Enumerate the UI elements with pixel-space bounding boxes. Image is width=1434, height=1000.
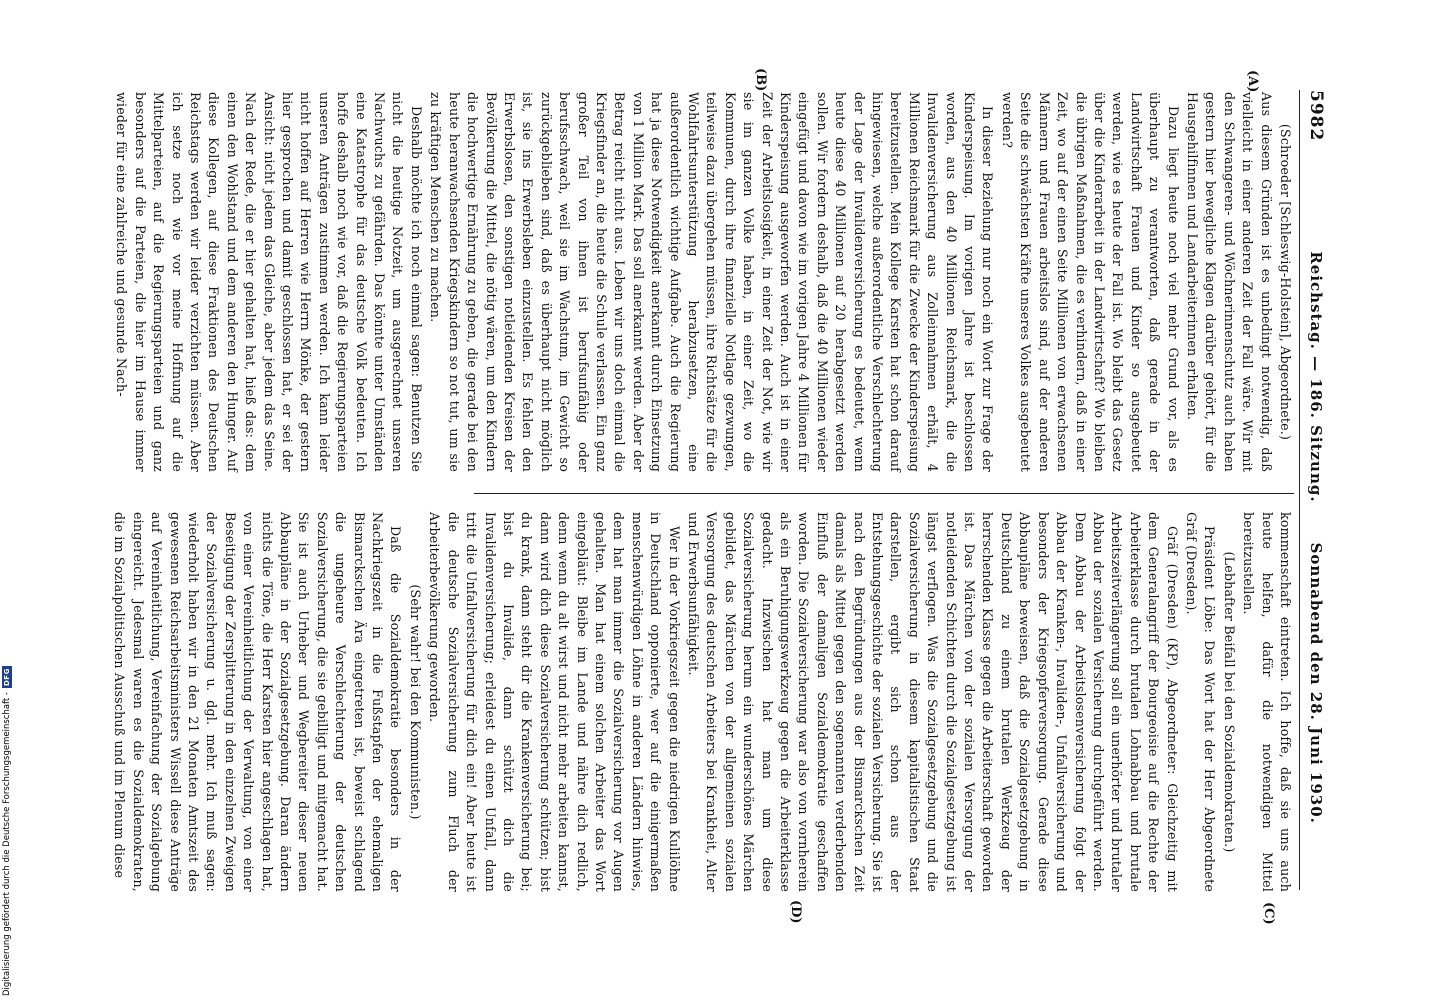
page-header [1302, 90, 1330, 890]
session-title: Reichstag. — 186. Sitzung. [1307, 251, 1325, 503]
margin-marker-b: (B) [753, 68, 768, 92]
page-number: 5982 [1306, 90, 1326, 142]
header-rule [1299, 90, 1300, 890]
paragraph: Wer in der Vorkriegszeit gegen die niedrigen Kulilöhne in Deutschland opponierte, wer auf die einigermaßen menschenwürdigen Löhne in anderen Ländern hinwies, dem hat man immer die Sozialversicherung vor Augen gehalten. Man hat einem solchen Arbeiter das Wort eingebläut: Bleibe im Lande und nähre dich redlich, denn wenn du alt wirst und nicht mehr arbeiten kannst, dann wird dich diese Sozialversicherung schützen; bist du krank, dann steht dir die Krankenversicherung bei; bist du Invalide, dann schützt dich die Invalidenversicherung; erleidest du einen Unfall, dann tritt die Unfallversicherung für dich ein! Aber heute ist die deutsche Sozialversicherung zum Fluch der Arbeiterbevölkerung geworden. [427, 512, 682, 892]
margin-marker-a: (A) [1245, 70, 1260, 93]
interjection-note: (Sehr wahr! bei den Kommunisten.) [407, 584, 423, 820]
applause-note: (Lebhafter Beifall bei den Sozialdemokraten.) [1221, 551, 1237, 853]
session-date: Sonnabend den 28. Juni 1930. [1307, 542, 1325, 824]
credit-text: Digitalisierung gefördert durch die Deutsche Forschungsgemeinschaft - [2, 692, 12, 996]
paragraph: Gräf (Dresden) (KP), Abgeordneter: Gleichzeitig mit dem Generalangriff der Bourgeoisie auf die Rechte der Arbeiterklasse durch brutalen Lohnabbau und brutale Arbeitszeitverlängerung soll ein unerhörter und brutaler Abbau der sozialen Versicherung durchgeführt werden. Dem Abbau der Arbeitslosenversicherung folgt der Abbau der Kranken-, Invaliden-, Unfallversicherung und besonders der Kriegsopferversorgung. Gerade diese Abbaupläne beweisen, daß die Sozialgesetzgebung in Deutschland zu einem brutalen Werkzeug der herrschenden Klasse gegen die Arbeiterschaft geworden ist. Das Märchen von der sozialen Versorgung der notleidenden Schichten durch die Sozialgesetzgebung ist längst verflogen. Was die Sozialgesetzgebung und die Sozialversicherung in diesem kapitalistischen Staat darstellen, ergibt sich schon aus der Entstehungsgeschichte der sozialen Versicherung. Sie ist nach den Begründungen aus der Bismarckschen Zeit damals als Mittel gegen den sogenannten verderbenden Einfluß der damaligen Sozialdemokratie geschaffen worden. Die Sozialversicherung war also von vornherein als ein Beruhigungswerkzeug gegen die Arbeiterklasse gedacht. Inzwischen hat man um diese Sozialversicherung herum ein wunderschönes Märchen gebildet, das Märchen von der allgemeinen sozialen Versorgung des deutschen Arbeiters bei Krankheit, Alter und Erwerbsunfähigkeit. [686, 512, 1180, 892]
paragraph: Daß die Sozialdemokratie besonders in der Nachkriegszeit in die Fußstapfen der ehemaligen Bismarckschen Ära eingetreten ist, beweist schlagend die ungeheure Verschlechterung der deutschen Sozialversicherung, die sie gebilligt und mitgemacht hat. Sie ist auch Urheber und Wegbereiter dieser neuen Abbaupläne in der Sozialgesetzgebung. Daran ändern nichts die Töne, die Herr Karsten hier angeschlagen hat, von einer Vereinheitlichung der Verwaltung, von einer Beseitigung der Zersplitterung in den einzelnen Zweigen der Sozialversicherung u. dgl. mehr. Ich muß sagen: wiederholt haben wir in den 21 Monaten Amtszeit des gewesenen Reichsarbeitsministers Wissell diese Anträge auf Vereinheitlichung, Vereinfachung der Sozialgebung eingereicht. Jedesmal waren es die Sozialdemokraten, die im Sozialpolitischen Ausschuß und im Plenum diese [112, 512, 404, 892]
paragraph: kommenschaft eintreten. Ich hoffe, daß sie uns auch heute helfen, dafür die notwendigen Mittel bereitzustellen. [1241, 512, 1293, 892]
left-column [111, 92, 1294, 472]
dfg-logo: DFG [3, 668, 11, 687]
margin-marker-c: (C) [1261, 902, 1276, 925]
right-column [109, 512, 1294, 892]
president-statement: Präsident Löbe: Das Wort hat der Herr Abgeordnete Gräf (Dresden). [1183, 512, 1218, 892]
paragraph: Aus diesem Gründen ist es unbedingt notwendig, daß vielleicht in einer anderen Zeit der Fall wäre. Wir mit den Schwangeren- und Wöchnerinnenschutz auch haben gestern hier bewegliche Klagen darüber gehört, für die Hausgehilfinnen und Landarbeiterinnen erhalten. [1184, 92, 1274, 472]
paragraph: In dieser Beziehung nur noch ein Wort zur Frage der Kinderspeisung. Im vorigen Jahre ist beschlossen worden, aus den 40 Millionen Reichsmark, die die Invalidenversicherung aus Zolleinnahmen erhält, 4 Millionen Reichsmark für die Zwecke der Kinderspeisung bereitzustellen. Mein Kollege Karsten hat schon darauf hingewiesen, welche außerordentliche Verschlechterung der Lage der Invalidenversicherung es bedeutet, wenn heute diese 40 Millionen auf 20 herabgesetzt werden sollen. Wir fordern deshalb, daß die 40 Millionen wieder eingefügt und davon wie im vorigen Jahre 4 Millionen für Kinderspeisung ausgeworfen werden. Auch ist in einer Zeit der Arbeitslosigkeit, in einer Zeit der Not, wie wir sie im ganzen Volke haben, in einer Zeit, wo die Kommunen, durch ihre finanzielle Notlage gezwungen, teilweise dazu übergehen müssen, ihre Richtsätze für die Wohlfahrtsunterstützung herabzusetzen, eine außerordentlich wichtige Aufgabe. Auch die Regierung hat ja diese Notwendigkeit anerkannt durch Einsetzung von 1 Million Mark. Das soll anerkannt werden. Aber der Betrag reicht nicht aus. Leben wir uns doch einmal die Kriegsfinder an, die heute die Schule verlassen. Ein ganz großer Teil von ihnen ist berufsunfähig oder berufsschwach, weil sie im Wachstum, im Gewicht so zurückgeblieben sind, daß es überhaupt nicht möglich ist, sie ins Erwerbsleben einzustellen. Es fehlen den Erwerbslosen, den sonstigen notleidenden Kreisen der Bevölkerung die Mittel, die nötig wären, um den Kindern die hochwertige Ernährung zu geben, die gerade bei den heute heranwachsenden Kriegskindern so not tut, um sie zu kräftigen Menschen zu machen. [428, 92, 996, 472]
digitization-credit [2, 666, 12, 996]
paragraph: Dazu liegt heute noch viel mehr Grund vor, als es überhaupt zu verantworten, daß gerade in der Landwirtschaft Frauen und Kinder so ausgebeutet werden, wie es heute der Fall ist. Wo bleibt das Gesetz über die Kinderarbeit in der Landwirtschaft? Wo bleiben die übrigen Maßnahmen, die es verhindern, daß in einer Zeit, wo auf der einen Seite Millionen von erwachsenen Männern und Frauen arbeitslos sind, auf der anderen Seite die schwächsten Kräfte unseres Volkes ausgebeutet werden? [999, 92, 1181, 472]
speaker-running-head: (Schroeder [Schleswig-Holstein], Abgeordnete.) [1278, 123, 1293, 441]
paragraph: Deshalb möchte ich noch einmal sagen: Benutzen Sie nicht die heutige Notzeit, um ausgerechnet unseren Nachwuchs zu gefährden. Das könnte unter Umständen eine Katastrophe für das deutsche Volk bedeuten. Ich hoffe deshalb noch wie vor, daß die Regierungsparteien unseren Anträgen zustimmen werden. Ich kann leider nicht hoffen auf Herren wie Herrn Mönke, der gestern hier gesprochen und damit geschlossen hat, er sei der Ansicht: nicht jedem das Gleiche, aber jedem das Seine. Nach der Rede, die er hier gehalten hat, hieß das: dem einen den Wohlstand und dem anderen den Hunger. Auf diese Kollegen, auf diese Fraktionen des Deutschen Reichstags werden wir leider verzichten müssen. Aber ich setze noch wie vor meine Hoffnung auf die Mittelparteien, auf die Regierungsparteien und ganz besonders auf die Parteien, die hier im Hause immer wieder für eine zahlreiche und gesunde Nach- [114, 92, 424, 472]
column-divider [474, 493, 1294, 494]
document-page [8, 0, 1338, 1000]
margin-marker-d: (D) [788, 900, 803, 924]
